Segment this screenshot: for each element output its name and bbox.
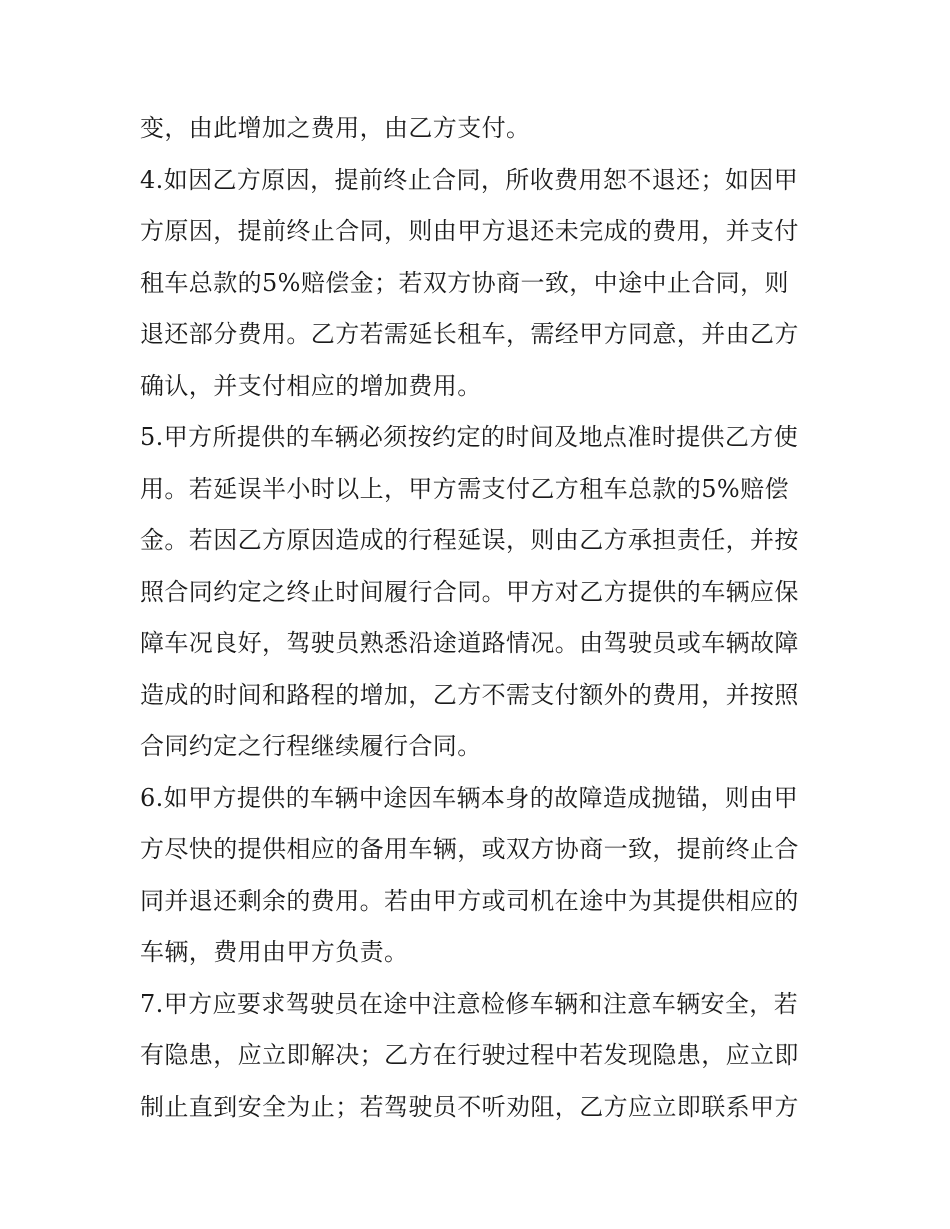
contract-text — [140, 103, 830, 1133]
text-line: 7.甲方应要求驾驶员在途中注意检修车辆和注意车辆安全，若 — [140, 989, 799, 1018]
text-line: 退还部分费用。乙方若需延长租车，需经甲方同意，并由乙方 — [140, 320, 799, 348]
text-line: 租车总款的5%赔偿金；若双方协商一致，中途中止合同，则 — [140, 268, 789, 297]
text-line: 确认，并支付相应的增加费用。 — [140, 371, 482, 400]
text-line: 有隐患，应立即解决；乙方在行驶过程中若发现隐患，应立即 — [140, 1041, 799, 1069]
text-line: 用。若延误半小时以上，甲方需支付乙方租车总款的5%赔偿 — [140, 474, 789, 503]
text-line: 同并退还剩余的费用。若由甲方或司机在途中为其提供相应的 — [140, 886, 799, 915]
text-line: 6.如甲方提供的车辆中途因车辆本身的故障造成抛锚，则由甲 — [140, 783, 799, 812]
text-line: 合同约定之行程继续履行合同。 — [140, 732, 482, 760]
text-line: 造成的时间和路程的增加，乙方不需支付额外的费用，并按照 — [140, 680, 799, 709]
text-line: 障车况良好，驾驶员熟悉沿途道路情况。由驾驶员或车辆故障 — [140, 629, 799, 657]
text-line: 变，由此增加之费用，由乙方支付。 — [140, 114, 531, 142]
text-line: 照合同约定之终止时间履行合同。甲方对乙方提供的车辆应保 — [140, 577, 799, 606]
text-line: 方尽快的提供相应的备用车辆，或双方协商一致，提前终止合 — [140, 835, 799, 863]
text-line: 车辆，费用由甲方负责。 — [140, 938, 409, 966]
text-line: 4.如因乙方原因，提前终止合同，所收费用恕不退还；如因甲 — [140, 165, 799, 194]
text-line: 制止直到安全为止；若驾驶员不听劝阻，乙方应立即联系甲方 — [140, 1092, 799, 1121]
text-line: 金。若因乙方原因造成的行程延误，则由乙方承担责任，并按 — [140, 526, 799, 554]
text-line: 5.甲方所提供的车辆必须按约定的时间及地点准时提供乙方使 — [140, 423, 799, 451]
text-line: 方原因，提前终止合同，则由甲方退还未完成的费用，并支付 — [140, 217, 799, 245]
